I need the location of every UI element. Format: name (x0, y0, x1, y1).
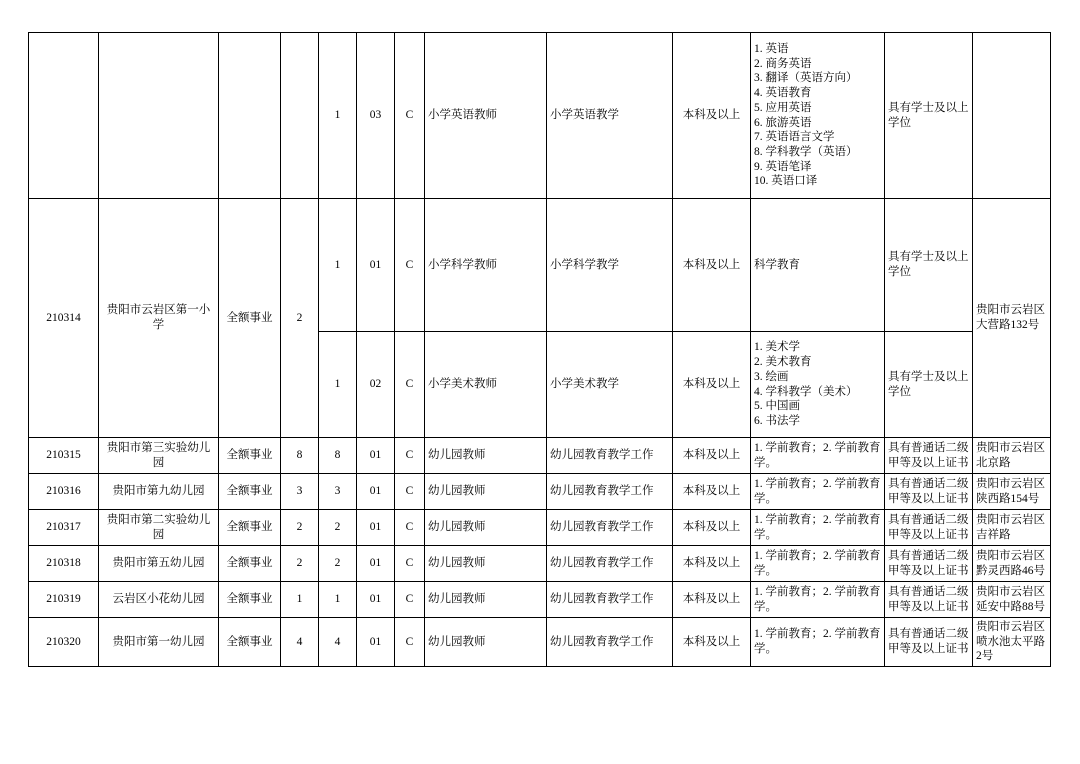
cell-category: C (395, 582, 425, 618)
cell-position-code: 01 (357, 199, 395, 332)
cell-position-name: 小学科学教师 (425, 199, 547, 332)
major-item: 10. 英语口译 (754, 175, 818, 188)
cell-address: 贵阳市云岩区北京路 (973, 438, 1051, 474)
cell-unit-total: 2 (281, 510, 319, 546)
cell-unit-total: 2 (281, 546, 319, 582)
cell-education: 本科及以上 (673, 510, 751, 546)
cell-education: 本科及以上 (673, 474, 751, 510)
cell-position-code: 01 (357, 546, 395, 582)
cell-count: 1 (319, 33, 357, 199)
cell-position-name: 小学美术教师 (425, 332, 547, 438)
recruitment-table (28, 32, 1051, 667)
cell-funding (219, 33, 281, 199)
cell-address: 贵阳市云岩区大营路132号 (973, 199, 1051, 438)
cell-duties: 幼儿园教育教学工作 (547, 510, 673, 546)
cell-degree: 具有学士及以上学位 (885, 332, 973, 438)
cell-position-code: 03 (357, 33, 395, 199)
cell-funding: 全额事业 (219, 474, 281, 510)
cell-unit-total: 1 (281, 582, 319, 618)
cell-education: 本科及以上 (673, 438, 751, 474)
cell-major-list (751, 438, 885, 474)
cell-position-code: 02 (357, 332, 395, 438)
cell-unit-name (99, 33, 219, 199)
cell-major-list (751, 474, 885, 510)
major-item: 1. 学前教育；2. 学前教育学。 (754, 628, 881, 656)
cell-count: 1 (319, 582, 357, 618)
cell-major-list (751, 332, 885, 438)
cell-unit-code: 210316 (29, 474, 99, 510)
cell-count: 1 (319, 199, 357, 332)
cell-count: 2 (319, 510, 357, 546)
cell-count: 1 (319, 332, 357, 438)
cell-degree: 具有普通话二级甲等及以上证书 (885, 582, 973, 618)
table-row (29, 438, 1051, 474)
cell-position-code: 01 (357, 474, 395, 510)
cell-position-code: 01 (357, 582, 395, 618)
cell-degree: 具有普通话二级甲等及以上证书 (885, 546, 973, 582)
cell-major-list (751, 546, 885, 582)
cell-category: C (395, 546, 425, 582)
cell-degree: 具有学士及以上学位 (885, 199, 973, 332)
cell-position-name: 幼儿园教师 (425, 582, 547, 618)
cell-unit-name: 贵阳市第五幼儿园 (99, 546, 219, 582)
cell-education: 本科及以上 (673, 332, 751, 438)
cell-funding: 全额事业 (219, 546, 281, 582)
cell-category: C (395, 474, 425, 510)
cell-major-list (751, 33, 885, 199)
cell-duties: 小学英语教学 (547, 33, 673, 199)
cell-funding: 全额事业 (219, 199, 281, 438)
cell-unit-name: 贵阳市第一幼儿园 (99, 618, 219, 667)
cell-education: 本科及以上 (673, 199, 751, 332)
cell-unit-code (29, 33, 99, 199)
major-item: 4. 英语教育 (754, 87, 812, 100)
cell-category: C (395, 618, 425, 667)
cell-address: 贵阳市云岩区吉祥路 (973, 510, 1051, 546)
major-item: 1. 美术学 (754, 341, 800, 354)
major-item: 3. 绘画 (754, 370, 789, 383)
cell-address (973, 33, 1051, 199)
major-item: 5. 中国画 (754, 400, 800, 413)
major-item: 1. 学前教育；2. 学前教育学。 (754, 477, 881, 505)
cell-unit-code: 210319 (29, 582, 99, 618)
cell-major-list (751, 199, 885, 332)
cell-degree: 具有普通话二级甲等及以上证书 (885, 474, 973, 510)
table-row (29, 510, 1051, 546)
major-item: 3. 翻译（英语方向） (754, 72, 858, 85)
table-row (29, 546, 1051, 582)
cell-category: C (395, 438, 425, 474)
cell-unit-code: 210318 (29, 546, 99, 582)
major-item: 1. 英语 (754, 42, 789, 55)
cell-funding: 全额事业 (219, 510, 281, 546)
cell-position-name: 小学英语教师 (425, 33, 547, 199)
cell-major-list (751, 618, 885, 667)
table-row (29, 618, 1051, 667)
major-item: 科学教育 (754, 258, 800, 271)
cell-unit-total: 2 (281, 199, 319, 438)
cell-address: 贵阳市云岩区陕西路154号 (973, 474, 1051, 510)
major-item: 1. 学前教育；2. 学前教育学。 (754, 585, 881, 613)
cell-unit-code: 210317 (29, 510, 99, 546)
cell-education: 本科及以上 (673, 582, 751, 618)
cell-count: 8 (319, 438, 357, 474)
cell-position-code: 01 (357, 438, 395, 474)
cell-position-name: 幼儿园教师 (425, 474, 547, 510)
table-row (29, 582, 1051, 618)
major-item: 1. 学前教育；2. 学前教育学。 (754, 549, 881, 577)
major-item: 1. 学前教育；2. 学前教育学。 (754, 513, 881, 541)
cell-position-name: 幼儿园教师 (425, 438, 547, 474)
cell-unit-name: 云岩区小花幼儿园 (99, 582, 219, 618)
cell-unit-total: 3 (281, 474, 319, 510)
cell-unit-code: 210315 (29, 438, 99, 474)
cell-funding: 全额事业 (219, 582, 281, 618)
cell-position-name: 幼儿园教师 (425, 546, 547, 582)
cell-unit-code: 210320 (29, 618, 99, 667)
cell-education: 本科及以上 (673, 33, 751, 199)
cell-count: 3 (319, 474, 357, 510)
cell-unit-name: 贵阳市第三实验幼儿园 (99, 438, 219, 474)
major-item: 4. 学科教学（美术） (754, 385, 858, 398)
cell-category: C (395, 332, 425, 438)
cell-category: C (395, 510, 425, 546)
major-item: 2. 美术教育 (754, 356, 812, 369)
cell-education: 本科及以上 (673, 546, 751, 582)
cell-degree: 具有普通话二级甲等及以上证书 (885, 510, 973, 546)
cell-funding: 全额事业 (219, 618, 281, 667)
cell-duties: 幼儿园教育教学工作 (547, 438, 673, 474)
major-item: 9. 英语笔译 (754, 160, 812, 173)
cell-category: C (395, 33, 425, 199)
cell-category: C (395, 199, 425, 332)
cell-position-name: 幼儿园教师 (425, 618, 547, 667)
cell-unit-total: 8 (281, 438, 319, 474)
cell-position-name: 幼儿园教师 (425, 510, 547, 546)
cell-major-list (751, 582, 885, 618)
table-row (29, 33, 1051, 199)
cell-duties: 幼儿园教育教学工作 (547, 474, 673, 510)
cell-unit-total: 4 (281, 618, 319, 667)
cell-address: 贵阳市云岩区黔灵西路46号 (973, 546, 1051, 582)
cell-address: 贵阳市云岩区延安中路88号 (973, 582, 1051, 618)
major-item: 6. 书法学 (754, 414, 800, 427)
major-item: 5. 应用英语 (754, 101, 812, 114)
cell-major-list (751, 510, 885, 546)
cell-unit-name: 贵阳市第二实验幼儿园 (99, 510, 219, 546)
cell-degree: 具有学士及以上学位 (885, 33, 973, 199)
major-item: 8. 学科教学（英语） (754, 145, 858, 158)
cell-funding: 全额事业 (219, 438, 281, 474)
cell-position-code: 01 (357, 510, 395, 546)
cell-education: 本科及以上 (673, 618, 751, 667)
cell-count: 2 (319, 546, 357, 582)
major-item: 7. 英语语言文学 (754, 131, 835, 144)
major-item: 1. 学前教育；2. 学前教育学。 (754, 441, 881, 469)
cell-degree: 具有普通话二级甲等及以上证书 (885, 618, 973, 667)
cell-duties: 幼儿园教育教学工作 (547, 618, 673, 667)
cell-unit-total (281, 33, 319, 199)
cell-duties: 小学美术教学 (547, 332, 673, 438)
cell-duties: 幼儿园教育教学工作 (547, 582, 673, 618)
cell-unit-name: 贵阳市第九幼儿园 (99, 474, 219, 510)
table-row (29, 474, 1051, 510)
cell-unit-code: 210314 (29, 199, 99, 438)
cell-position-code: 01 (357, 618, 395, 667)
cell-unit-name: 贵阳市云岩区第一小学 (99, 199, 219, 438)
cell-duties: 小学科学教学 (547, 199, 673, 332)
cell-address: 贵阳市云岩区喷水池太平路2号 (973, 618, 1051, 667)
cell-count: 4 (319, 618, 357, 667)
cell-duties: 幼儿园教育教学工作 (547, 546, 673, 582)
major-item: 2. 商务英语 (754, 57, 812, 70)
major-item: 6. 旅游英语 (754, 116, 812, 129)
cell-degree: 具有普通话二级甲等及以上证书 (885, 438, 973, 474)
table-row (29, 199, 1051, 332)
